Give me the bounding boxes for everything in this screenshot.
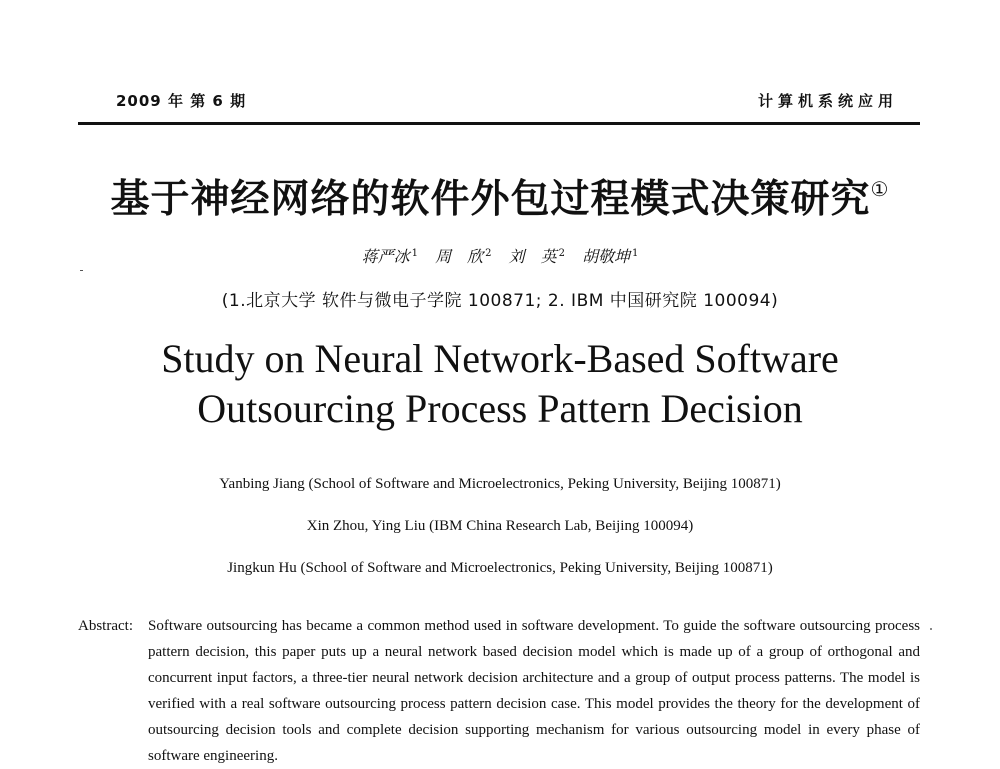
margin-mark (930, 628, 932, 630)
english-title (0, 334, 1000, 434)
margin-mark (80, 270, 83, 271)
author-cn: 胡敬坤 $^1$ (582, 247, 639, 266)
journal-name: 计算机系统应用 (757, 92, 898, 110)
chinese-authors (0, 244, 1000, 267)
english-author-line: Yanbing Jiang (School of Software and Microelectronics, Peking University, Beijing 100871) (219, 476, 781, 492)
english-author-line: Xin Zhou, Ying Liu (IBM China Research Lab, Beijing 100094) (306, 518, 694, 534)
running-header (78, 88, 920, 118)
chinese-affiliation: (1.北京大学 软件与微电子学院 100871; 2. IBM 中国研究院 100094) (221, 291, 779, 311)
english-authors (0, 476, 1000, 602)
chinese-title (0, 168, 1000, 224)
chinese-title-text: 基于神经网络的软件外包过程模式决策研究 (110, 177, 871, 222)
header-rule (78, 122, 920, 125)
english-title-line-1: Study on Neural Network-Based Software (161, 336, 839, 381)
abstract-text: Software outsourcing has became a common method used in software development. To guide the software outsourcing process pattern decision, this paper puts up a neural network based decision model which is made up of a group of orthogonal and concurrent input factors, a three-tier neural network decision architecture and a group of output process patterns. The model is verified with a real software outsourcing process pattern decision case. This model provides the theory for the development of outsourcing decision tools and complete decision supporting mechanism for various outsourcing model in every phase of software engineering. (148, 618, 920, 764)
author-cn: 蒋严冰 $^1$ (361, 247, 418, 266)
author-cn: 刘 英 $^2$ (508, 247, 565, 266)
abstract-label: Abstract: (78, 618, 133, 634)
abstract (78, 613, 920, 769)
issue-info: 2009 年 第 6 期 (116, 92, 247, 110)
title-footnote-mark: ① (870, 177, 890, 201)
english-author-line: Jingkun Hu (School of Software and Microelectronics, Peking University, Beijing 100871) (227, 560, 773, 576)
author-cn: 周 欣 $^2$ (435, 247, 492, 266)
english-title-line-2: Outsourcing Process Pattern Decision (197, 386, 803, 431)
